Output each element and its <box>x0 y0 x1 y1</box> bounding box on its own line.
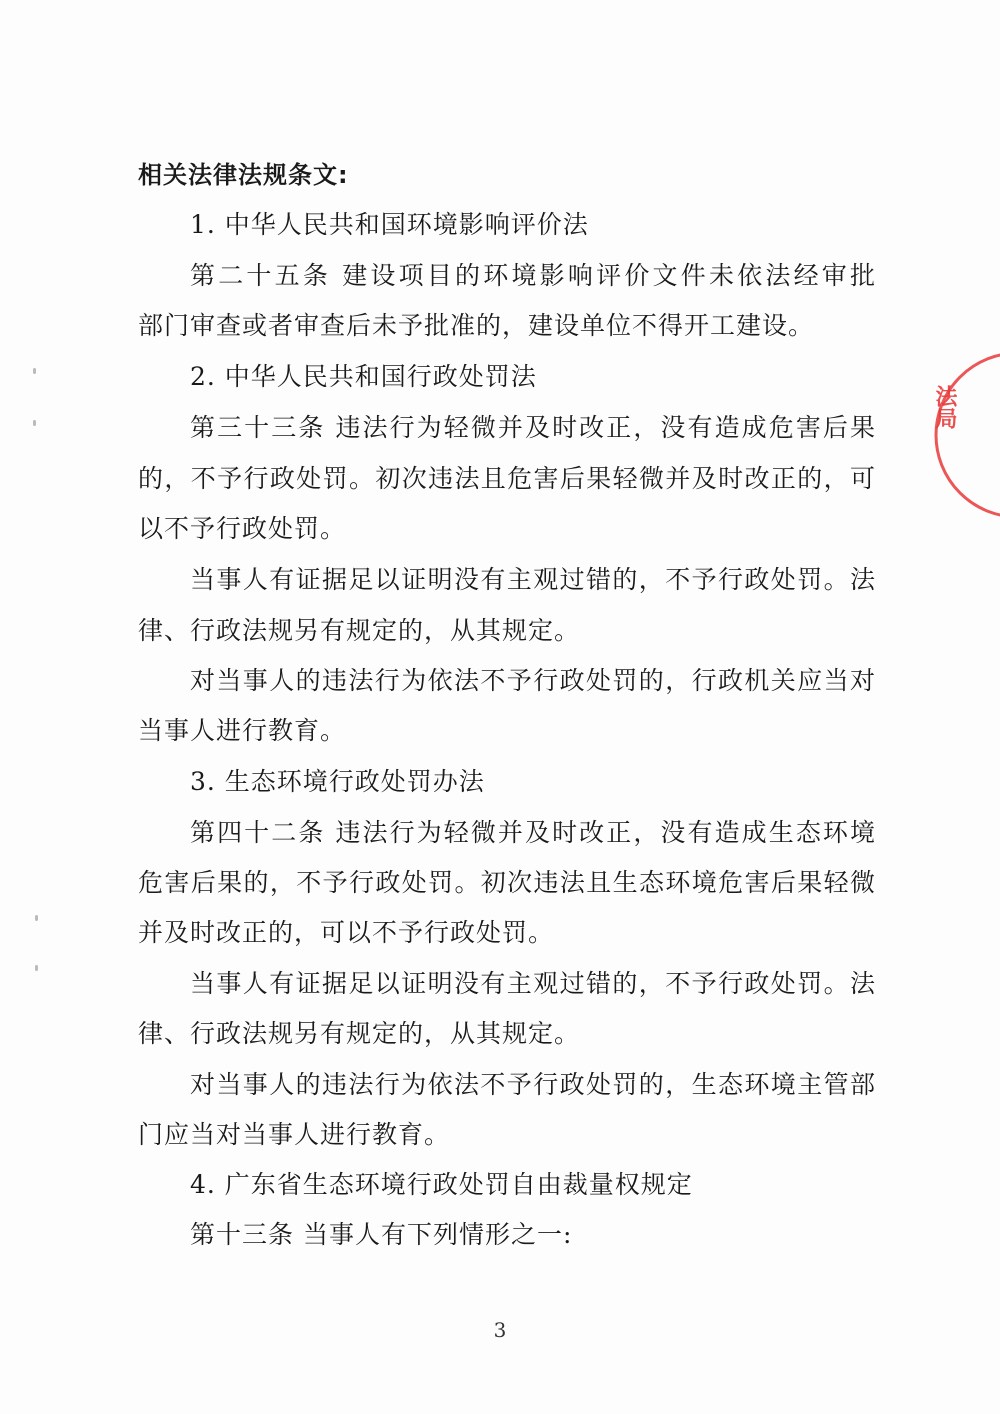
paragraph-line: 当事人有证据足以证明没有主观过错的，不予行政处罚。法 <box>190 565 876 594</box>
paragraph-line: 第二十五条 建设项目的环境影响评价文件未依法经审批 <box>190 261 876 290</box>
law-title-4: 4. 广东省生态环境行政处罚自由裁量权规定 <box>190 1170 693 1199</box>
law-title-3: 3. 生态环境行政处罚办法 <box>190 767 485 796</box>
paragraph-line: 第十三条 当事人有下列情形之一: <box>190 1220 573 1249</box>
paragraph-line: 对当事人的违法行为依法不予行政处罚的，生态环境主管部 <box>190 1070 876 1099</box>
official-seal <box>918 345 1000 525</box>
paragraph-line: 的，不予行政处罚。初次违法且危害后果轻微并及时改正的，可 <box>138 464 876 493</box>
scan-speck <box>33 420 36 426</box>
seal-text: 法局 <box>932 385 957 429</box>
paragraph-line: 律、行政法规另有规定的，从其规定。 <box>138 616 581 645</box>
page-number: 3 <box>493 1318 507 1342</box>
paragraph-line: 第四十二条 违法行为轻微并及时改正，没有造成生态环境 <box>190 818 876 847</box>
paragraph-line: 门应当对当事人进行教育。 <box>138 1120 451 1149</box>
paragraph-line: 第三十三条 违法行为轻微并及时改正，没有造成危害后果 <box>190 413 876 442</box>
scan-speck <box>33 368 36 374</box>
paragraph-line: 当事人进行教育。 <box>138 716 347 745</box>
paragraph-line: 危害后果的，不予行政处罚。初次违法且生态环境危害后果轻微 <box>138 868 876 897</box>
scan-speck <box>35 915 38 921</box>
paragraph-line: 当事人有证据足以证明没有主观过错的，不予行政处罚。法 <box>190 969 876 998</box>
paragraph-line: 律、行政法规另有规定的，从其规定。 <box>138 1019 581 1048</box>
law-title-1: 1. 中华人民共和国环境影响评价法 <box>190 210 589 239</box>
scan-speck <box>35 965 38 971</box>
paragraph-line: 以不予行政处罚。 <box>138 514 347 543</box>
section-heading: 相关法律法规条文: <box>138 161 349 189</box>
paragraph-line: 并及时改正的，可以不予行政处罚。 <box>138 918 555 947</box>
paragraph-line: 对当事人的违法行为依法不予行政处罚的，行政机关应当对 <box>190 666 876 695</box>
law-title-2: 2. 中华人民共和国行政处罚法 <box>190 362 537 391</box>
paragraph-line: 部门审查或者审查后未予批准的，建设单位不得开工建设。 <box>138 311 815 340</box>
seal-ring-icon <box>918 345 1000 525</box>
